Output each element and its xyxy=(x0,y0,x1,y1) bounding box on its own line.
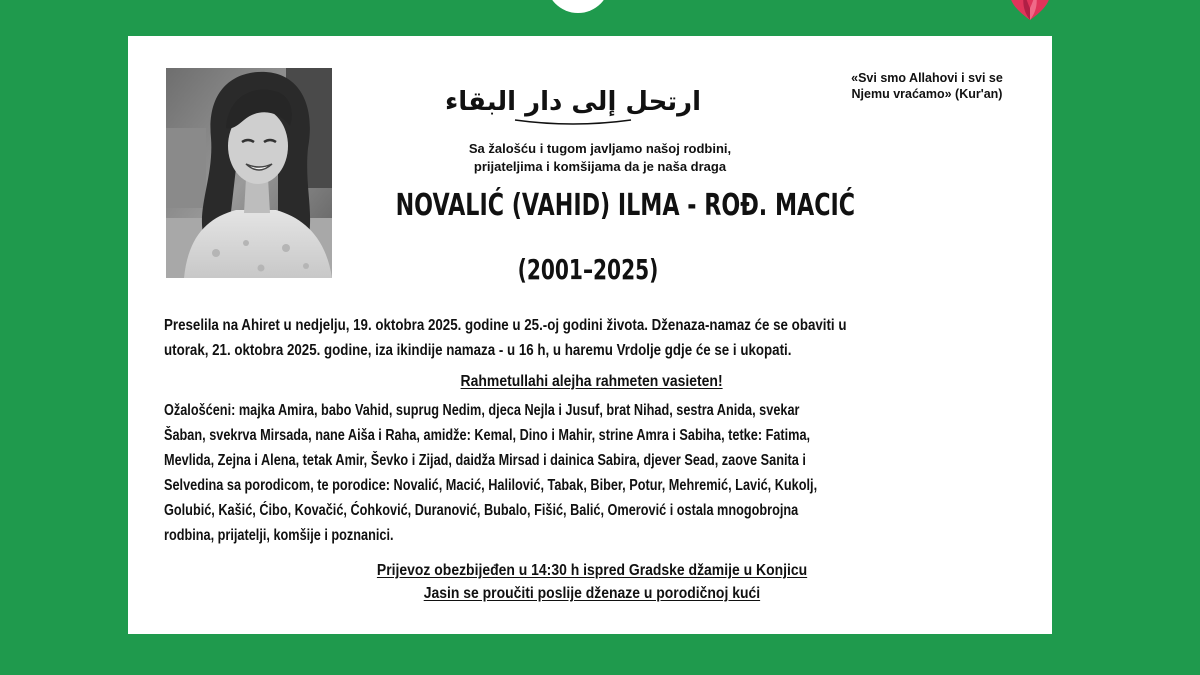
portrait-photo xyxy=(166,68,332,278)
arabic-calligraphy xyxy=(444,66,702,128)
quran-quote-line-1: «Svi smo Allahovi i svi se xyxy=(851,71,1003,85)
intro-line-1: Sa žalošću i tugom javljamo našoj rodbini, xyxy=(468,141,732,156)
yasin-text: Jasin se proučiti poslije dženaze u porodičnoj kući xyxy=(423,585,761,602)
lifespan-years: (2001–2025) xyxy=(517,253,659,286)
announcement-line-2: utorak, 21. oktobra 2025. godine, iza ikindije namaza - u 16 h, u haremu Vrdolje gdje će se i ukopati. xyxy=(164,342,792,359)
announcement-line-1: Preselila na Ahiret u nedjelju, 19. oktobra 2025. godine u 25.-oj godini života. Dženaza-namaz će se obaviti u xyxy=(164,317,847,334)
crescent-icon xyxy=(545,0,611,14)
intro-line-2: prijateljima i komšijama da je naša draga xyxy=(473,159,727,174)
arabic-heading-text: ارتحل إلى دار البقاء xyxy=(444,87,702,117)
quran-quote-line-2: Njemu vraćamo» (Kur'an) xyxy=(851,87,1003,101)
mourners-list xyxy=(164,398,1028,548)
quran-quote xyxy=(824,70,1030,102)
funeral-announcement xyxy=(164,313,1028,363)
mourners-line: Selvedina sa porodicom, te porodice: Novalić, Macić, Halilović, Tabak, Biber, Potur, Mehremić, Lavić, Kukolj, xyxy=(164,477,818,494)
yasin-line xyxy=(164,583,1020,605)
heart-icon xyxy=(1008,0,1052,22)
transport-text: Prijevoz obezbijeđen u 14:30 h ispred Gradske džamije u Konjicu xyxy=(376,562,808,579)
transport-line xyxy=(164,560,1020,582)
mourners-line: rodbina, prijatelji, komšije i poznanici. xyxy=(164,527,394,544)
mourners-line: Mevlida, Zejna i Alena, tetak Amir, Ševko i Zijad, daidža Mirsad i dainica Sabira, djever Sead, zaove Sanita i xyxy=(164,452,806,469)
mourners-line: Golubić, Kašić, Ćibo, Kovačić, Ćohković, Duranović, Bubalo, Fišić, Balić, Omerović i ostala mnogobrojna xyxy=(164,502,799,519)
blessing-text: Rahmetullahi alejha rahmeten vasieten! xyxy=(460,373,724,390)
blessing-line xyxy=(164,371,1020,393)
deceased-name: NOVALIĆ (VAHID) ILMA - ROĐ. MACIĆ xyxy=(395,188,856,223)
mourners-line: Ožalošćeni: majka Amira, babo Vahid, suprug Nedim, djeca Nejla i Jusuf, brat Nihad, sestra Anida, svekar xyxy=(164,402,800,419)
mourners-line: Šaban, svekrva Mirsada, nane Aiša i Raha, amidže: Kemal, Dino i Mahir, strine Amra i Sabiha, tetke: Fatima, xyxy=(164,427,811,444)
intro-text xyxy=(360,140,840,176)
obituary-card xyxy=(128,36,1052,634)
